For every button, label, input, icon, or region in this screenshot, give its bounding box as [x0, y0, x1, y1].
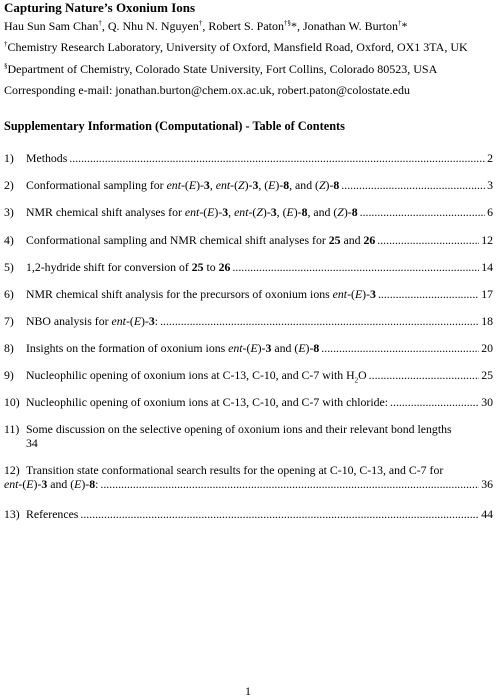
toc-entry-4[interactable]: 4) Conformational sampling and NMR chemical shift analyses for 25 and 26 ..... 12: [4, 233, 493, 247]
toc-entry-2[interactable]: 2) Conformational sampling for ent-(E)-3, ent-(Z)-3, (E)-8, and (Z)-8 ..... 3: [4, 178, 493, 192]
toc-entry-5[interactable]: 5) 1,2-hydride shift for conversion of 25 to 26 ..... 14: [4, 260, 493, 274]
toc-entry-6[interactable]: 6) NMR chemical shift analysis for the precursors of oxonium ions ent-(E)-3 ..... 17: [4, 287, 493, 301]
toc-entry-11[interactable]: 11) Some discussion on the selective opening of oxonium ions and their relevant bond lengths 34: [4, 422, 452, 450]
toc-entry-3[interactable]: 3) NMR chemical shift analyses for ent-(E)-3, ent-(Z)-3, (E)-8, and (Z)-8 ..... 6: [4, 205, 493, 219]
toc-entry-10[interactable]: 10) Nucleophilic opening of oxonium ions at C-13, C-10, and C-7 with chloride: ..... 30: [4, 395, 493, 409]
toc-entry-8[interactable]: 8) Insights on the formation of oxonium ions ent-(E)-3 and (E)-8 ..... 20: [4, 341, 493, 355]
affiliation-oxford: †Chemistry Research Laboratory, University of Oxford, Mansfield Road, Oxford, OX1 3TA, UK: [4, 40, 468, 54]
toc-entry-1[interactable]: 1) Methods ..... 2: [4, 151, 493, 165]
toc-entry-9[interactable]: 9) Nucleophilic opening of oxonium ions at C-13, C-10, and C-7 with $H_2O$ ..... 25: [4, 368, 493, 382]
corresponding-email: Corresponding e-mail: jonathan.burton@chem.ox.ac.uk, robert.paton@colostate.edu: [4, 83, 410, 97]
toc-heading: Supplementary Information (Computational) - Table of Contents: [4, 119, 345, 133]
paper-title: Capturing Nature’s Oxonium Ions: [4, 0, 196, 15]
author-list: Hau Sun Sam Chan†, Q. Nhu N. Nguyen†, Robert S. Paton†§*, Jonathan W. Burton†*: [4, 19, 408, 33]
toc-entry-7[interactable]: 7) NBO analysis for ent-(E)-3: ..... 18: [4, 314, 493, 328]
page-number: 1: [245, 684, 251, 698]
toc-entry-13[interactable]: 13) References ..... 44: [4, 507, 493, 521]
affiliation-colorado: §Department of Chemistry, Colorado State University, Fort Collins, Colorado 80523, USA: [4, 62, 438, 76]
toc-entry-12[interactable]: 12) Transition state conformational search results for the opening at C-10, C-13, and C-7 for ent-(E)-3 and (E)-8: ..... 36: [4, 463, 493, 491]
